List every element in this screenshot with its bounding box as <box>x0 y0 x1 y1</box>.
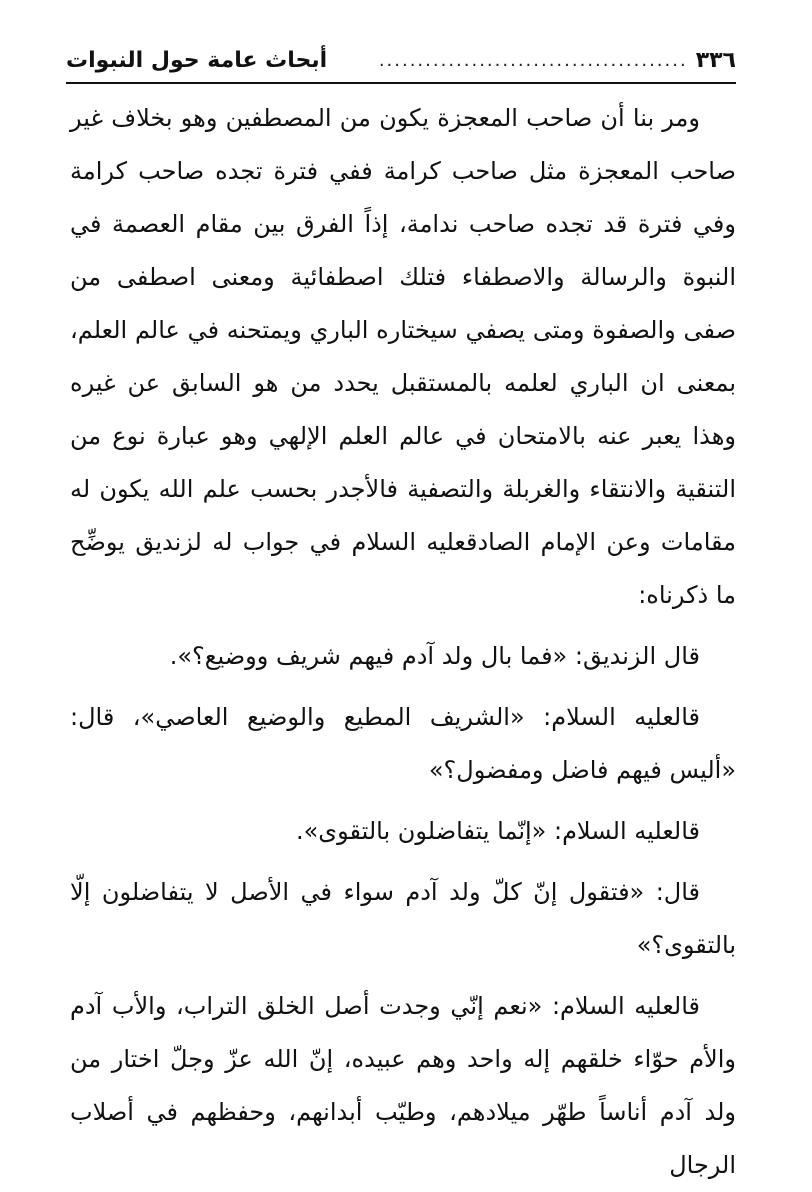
paragraph-imam-answer-3: قالعليه السلام: «نعم إنّي وجدت أصل الخلق التراب، والأب آدم والأم حوّاء خلقهم إله واحد وهم عبيده، إنّ الله عزّ وجلّ اختار من ولد آدم أناساً طهّر ميلادهم، وطيّب أبدانهم، وحفظهم في أصلاب الرجال <box>70 992 736 1179</box>
page-header <box>66 40 736 80</box>
paragraph-intro: ومر بنا أن صاحب المعجزة يكون من المصطفين وهو بخلاف غير صاحب المعجزة مثل صاحب كرامة ففي فترة تجده صاحب كرامة وفي فترة قد تجده صاحب ندامة، إذاً الفرق بين مقام العصمة في النبوة والرسالة والاصطفاء فتلك اصطفائية ومعنى اصطفى من صفى والصفوة ومتى يصفي سيختاره الباري ويمتحنه في عالم العلم، بمعنى ان الباري لعلمه بالمستقبل يحدد من هو السابق عن غيره وهذا يعبر عنه بالامتحان في عالم العلم الإلهي وهو عبارة نوع من التنقية والانتقاء والغربلة والتصفية فالأجدر بحسب علم الله يكون له مقامات وعن الإمام الصادقعليه السلام في جواب له لزنديق يوضِّح ما ذكرناه: <box>70 104 736 609</box>
header-divider <box>66 82 736 84</box>
running-title: أبحاث عامة حول النبوات <box>66 47 328 73</box>
header-leader-dots: ........................................ <box>378 49 688 71</box>
paragraph-zindiq-question-1: قال الزنديق: «فما بال ولد آدم فيهم شريف ووضيع؟». <box>169 642 700 670</box>
paragraph-zindiq-question-2: قال: «فتقول إنّ كلّ ولد آدم سواء في الأصل لا يتفاضلون إلّا بالتقوى؟» <box>70 878 736 959</box>
page-number: ٣٣٦ <box>695 47 736 73</box>
paragraph-imam-answer-1: قالعليه السلام: «الشريف المطيع والوضيع العاصي»، قال: «أليس فيهم فاضل ومفضول؟» <box>70 703 736 784</box>
body-text <box>70 92 736 1192</box>
paragraph-imam-answer-2: قالعليه السلام: «إنّما يتفاضلون بالتقوى». <box>295 817 700 845</box>
